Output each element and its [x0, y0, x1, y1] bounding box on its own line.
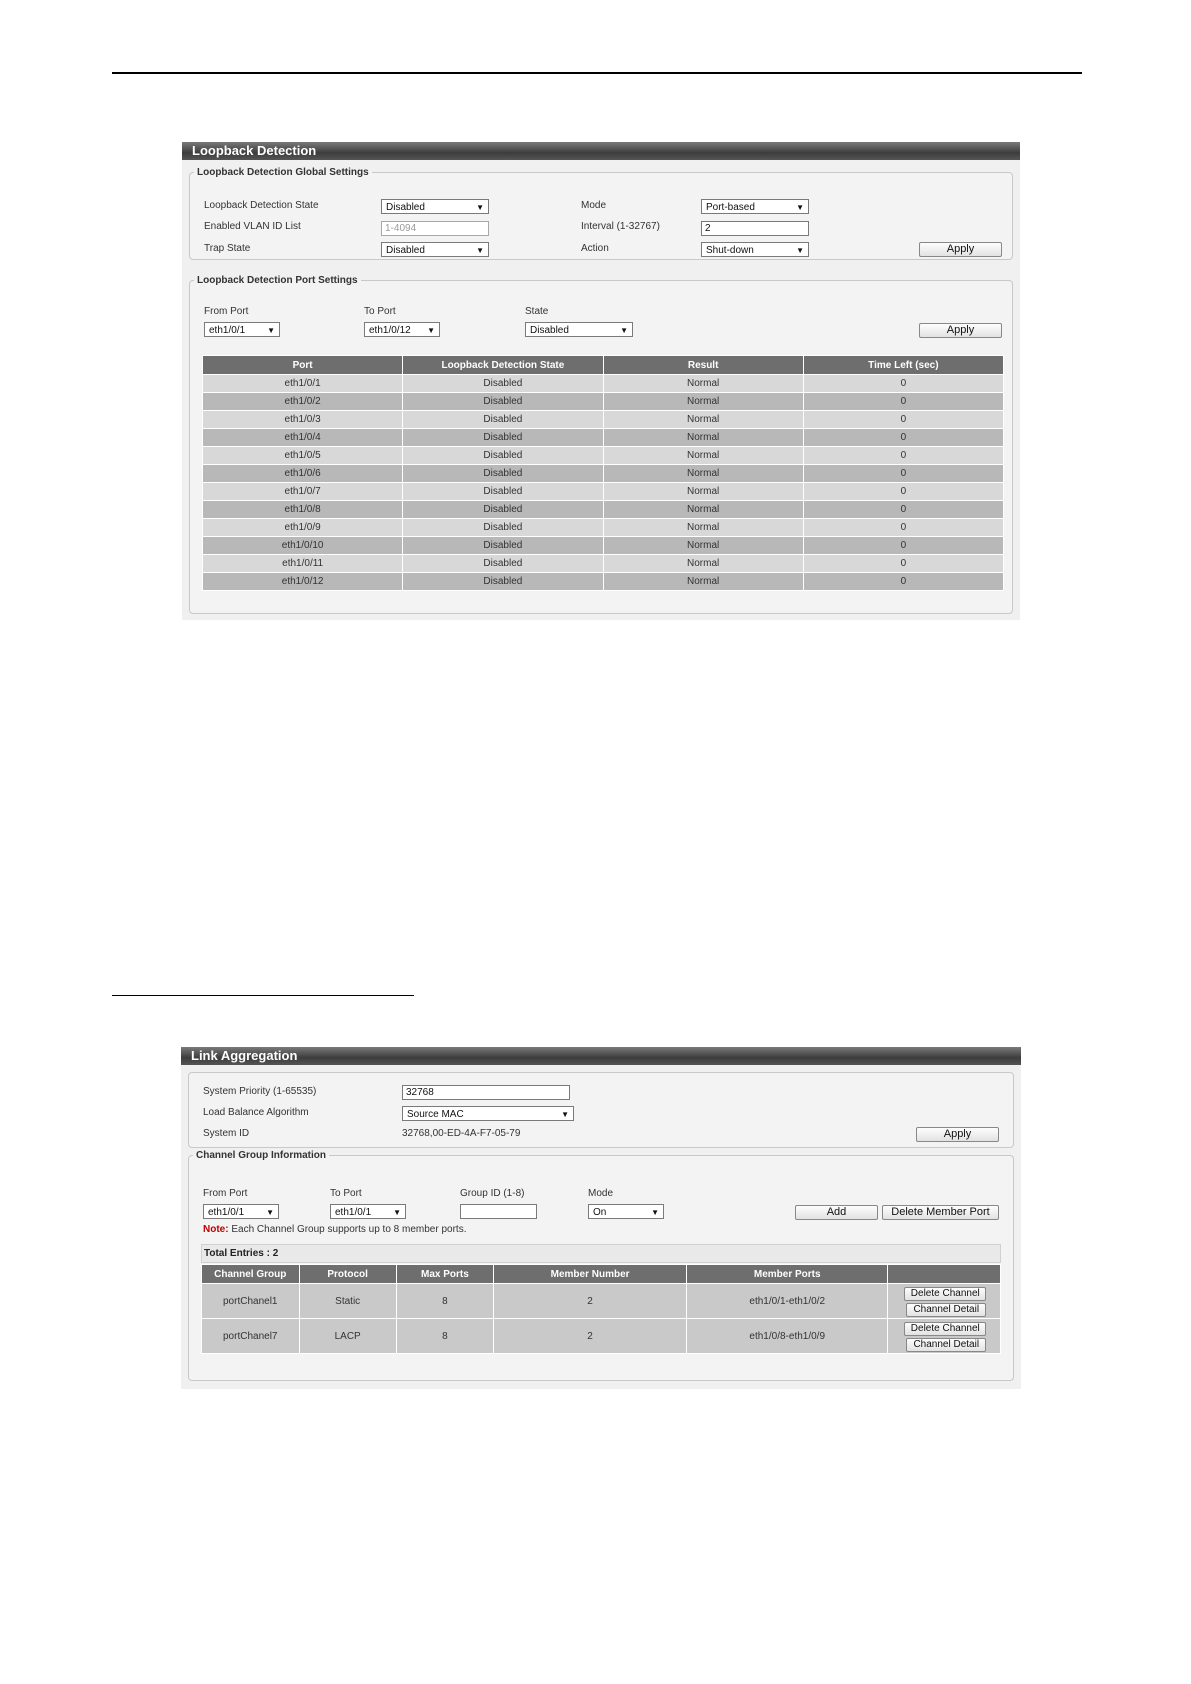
channel-group-cell: portChanel7: [202, 1319, 300, 1354]
dropdown-arrow-icon: ▼: [796, 246, 804, 255]
time-left-cell: 0: [803, 429, 1003, 447]
port-cell: eth1/0/11: [203, 555, 403, 573]
dropdown-arrow-icon: ▼: [266, 1208, 274, 1217]
from-port-value: eth1/0/1: [209, 325, 246, 336]
table-row: [203, 573, 1004, 591]
time-left-cell: 0: [803, 465, 1003, 483]
dropdown-arrow-icon: ▼: [651, 1208, 659, 1217]
result-cell: Normal: [603, 393, 803, 411]
loopback-title: Loopback Detection: [182, 142, 1020, 160]
protocol-cell: Static: [299, 1284, 396, 1319]
channel-detail-button[interactable]: Channel Detail: [906, 1303, 986, 1317]
col-port: Port: [203, 356, 403, 375]
lag-mode-select[interactable]: [588, 1204, 664, 1219]
dropdown-arrow-icon: ▼: [476, 246, 484, 255]
note-text: [203, 1224, 466, 1235]
vlan-list-input[interactable]: 1-4094: [381, 221, 489, 236]
group-id-input[interactable]: [460, 1204, 537, 1219]
port-cell: eth1/0/6: [203, 465, 403, 483]
member-ports-cell: eth1/0/1-eth1/0/2: [687, 1284, 888, 1319]
state-cell: Disabled: [403, 519, 603, 537]
lag-mode-value: On: [593, 1207, 607, 1218]
loopback-state-select[interactable]: [381, 199, 489, 214]
action-select[interactable]: [701, 242, 809, 257]
delete-channel-button[interactable]: Delete Channel: [904, 1287, 986, 1301]
port-cell: eth1/0/3: [203, 411, 403, 429]
sysid-value: 32768,00-ED-4A-F7-05-79: [402, 1128, 521, 1139]
time-left-cell: 0: [803, 375, 1003, 393]
priority-input[interactable]: 32768: [402, 1085, 570, 1100]
dropdown-arrow-icon: ▼: [620, 326, 628, 335]
member-number-cell: 2: [493, 1284, 686, 1319]
time-left-cell: 0: [803, 537, 1003, 555]
note-body: Each Channel Group supports up to 8 member ports.: [228, 1224, 467, 1235]
from-port-label: From Port: [204, 306, 249, 317]
actions-cell: [888, 1319, 1001, 1354]
loopback-port-table: [202, 355, 1004, 591]
state-cell: Disabled: [403, 465, 603, 483]
section-underline: [112, 995, 414, 996]
table-row: [203, 555, 1004, 573]
state-cell: Disabled: [403, 573, 603, 591]
table-row: [203, 447, 1004, 465]
member-ports-cell: eth1/0/8-eth1/0/9: [687, 1319, 888, 1354]
lag-to-port-label: To Port: [330, 1188, 362, 1199]
state-cell: Disabled: [403, 483, 603, 501]
port-state-label: State: [525, 306, 549, 317]
dropdown-arrow-icon: ▼: [561, 1110, 569, 1119]
trap-state-value: Disabled: [386, 245, 425, 256]
col-actions: [888, 1265, 1001, 1284]
lag-to-port-select[interactable]: [330, 1204, 406, 1219]
vlan-label: Enabled VLAN ID List: [204, 221, 301, 232]
state-cell: Disabled: [403, 501, 603, 519]
to-port-label: To Port: [364, 306, 396, 317]
time-left-cell: 0: [803, 447, 1003, 465]
priority-label: System Priority (1-65535): [203, 1086, 317, 1097]
interval-input[interactable]: 2: [701, 221, 809, 236]
port-cell: eth1/0/1: [203, 375, 403, 393]
to-port-value: eth1/0/12: [369, 325, 411, 336]
channel-group-legend: Channel Group Information: [196, 1150, 326, 1161]
table-row: [202, 1284, 1001, 1319]
state-cell: Disabled: [403, 555, 603, 573]
lag-mode-label: Mode: [588, 1188, 614, 1199]
result-cell: Normal: [603, 375, 803, 393]
to-port-select[interactable]: [364, 322, 440, 337]
state-cell: Disabled: [403, 375, 603, 393]
dropdown-arrow-icon: ▼: [796, 203, 804, 212]
col-member-ports: Member Ports: [687, 1265, 888, 1284]
result-cell: Normal: [603, 465, 803, 483]
table-header-row: [202, 1265, 1001, 1284]
delete-member-port-button[interactable]: Delete Member Port: [882, 1205, 999, 1220]
lag-from-port-label: From Port: [203, 1188, 248, 1199]
algo-value: Source MAC: [407, 1109, 464, 1120]
lag-from-port-value: eth1/0/1: [208, 1207, 245, 1218]
add-button[interactable]: Add: [795, 1205, 878, 1220]
col-time-left: Time Left (sec): [803, 356, 1003, 375]
table-row: [203, 519, 1004, 537]
global-settings-legend: Loopback Detection Global Settings: [197, 167, 369, 178]
total-entries: Total Entries : 2: [204, 1248, 279, 1259]
table-row: [202, 1319, 1001, 1354]
result-cell: Normal: [603, 447, 803, 465]
port-cell: eth1/0/10: [203, 537, 403, 555]
delete-channel-button[interactable]: Delete Channel: [904, 1322, 986, 1336]
note-prefix: Note:: [203, 1224, 229, 1235]
time-left-cell: 0: [803, 501, 1003, 519]
action-value: Shut-down: [706, 245, 754, 256]
col-loopback-state: Loopback Detection State: [403, 356, 603, 375]
dropdown-arrow-icon: ▼: [476, 203, 484, 212]
channel-group-cell: portChanel1: [202, 1284, 300, 1319]
time-left-cell: 0: [803, 519, 1003, 537]
algo-select[interactable]: [402, 1106, 574, 1121]
trap-label: Trap State: [204, 243, 251, 254]
sysid-label: System ID: [203, 1128, 250, 1139]
state-cell: Disabled: [403, 537, 603, 555]
result-cell: Normal: [603, 573, 803, 591]
port-cell: eth1/0/2: [203, 393, 403, 411]
result-cell: Normal: [603, 429, 803, 447]
port-cell: eth1/0/12: [203, 573, 403, 591]
time-left-cell: 0: [803, 393, 1003, 411]
channel-detail-button[interactable]: Channel Detail: [906, 1338, 986, 1352]
lag-apply-button[interactable]: Apply: [916, 1127, 999, 1142]
port-state-value: Disabled: [530, 325, 569, 336]
max-ports-cell: 8: [396, 1319, 493, 1354]
port-cell: eth1/0/4: [203, 429, 403, 447]
protocol-cell: LACP: [299, 1319, 396, 1354]
dropdown-arrow-icon: ▼: [393, 1208, 401, 1217]
col-max-ports: Max Ports: [396, 1265, 493, 1284]
group-id-label: Group ID (1-8): [460, 1188, 525, 1199]
result-cell: Normal: [603, 483, 803, 501]
state-cell: Disabled: [403, 447, 603, 465]
table-row: [203, 411, 1004, 429]
member-number-cell: 2: [493, 1319, 686, 1354]
result-cell: Normal: [603, 501, 803, 519]
channel-group-table: [201, 1264, 1001, 1354]
link-aggregation-panel: [181, 1047, 1021, 1389]
table-row: [203, 393, 1004, 411]
time-left-cell: 0: [803, 483, 1003, 501]
col-member-number: Member Number: [493, 1265, 686, 1284]
port-apply-button[interactable]: Apply: [919, 323, 1002, 338]
result-cell: Normal: [603, 555, 803, 573]
table-row: [203, 375, 1004, 393]
port-state-select[interactable]: [525, 322, 633, 337]
loopback-detection-panel: [182, 142, 1020, 620]
result-cell: Normal: [603, 537, 803, 555]
lag-from-port-select[interactable]: [203, 1204, 279, 1219]
state-cell: Disabled: [403, 411, 603, 429]
table-header-row: [203, 356, 1004, 375]
state-label: Loopback Detection State: [204, 200, 319, 211]
port-cell: eth1/0/7: [203, 483, 403, 501]
from-port-select[interactable]: [204, 322, 280, 337]
lag-to-port-value: eth1/0/1: [335, 1207, 372, 1218]
time-left-cell: 0: [803, 573, 1003, 591]
col-protocol: Protocol: [299, 1265, 396, 1284]
lag-system-settings: [188, 1072, 1014, 1148]
mode-select[interactable]: [701, 199, 809, 214]
time-left-cell: 0: [803, 411, 1003, 429]
global-apply-button[interactable]: Apply: [919, 242, 1002, 257]
loopback-state-value: Disabled: [386, 202, 425, 213]
table-row: [203, 465, 1004, 483]
mode-label: Mode: [581, 200, 607, 211]
actions-cell: [888, 1284, 1001, 1319]
dropdown-arrow-icon: ▼: [267, 326, 275, 335]
col-channel-group: Channel Group: [202, 1265, 300, 1284]
port-cell: eth1/0/9: [203, 519, 403, 537]
time-left-cell: 0: [803, 555, 1003, 573]
state-cell: Disabled: [403, 393, 603, 411]
table-row: [203, 483, 1004, 501]
table-row: [203, 537, 1004, 555]
result-cell: Normal: [603, 411, 803, 429]
dropdown-arrow-icon: ▼: [427, 326, 435, 335]
col-result: Result: [603, 356, 803, 375]
page-top-rule: [112, 72, 1082, 74]
port-cell: eth1/0/5: [203, 447, 403, 465]
interval-label: Interval (1-32767): [581, 221, 660, 232]
action-label: Action: [581, 243, 609, 254]
mode-value: Port-based: [706, 202, 755, 213]
algo-label: Load Balance Algorithm: [203, 1107, 309, 1118]
link-aggregation-title: Link Aggregation: [181, 1047, 1021, 1065]
table-row: [203, 501, 1004, 519]
table-row: [203, 429, 1004, 447]
result-cell: Normal: [603, 519, 803, 537]
trap-state-select[interactable]: [381, 242, 489, 257]
max-ports-cell: 8: [396, 1284, 493, 1319]
port-cell: eth1/0/8: [203, 501, 403, 519]
total-entries-bar: [201, 1244, 1001, 1263]
state-cell: Disabled: [403, 429, 603, 447]
port-settings-legend: Loopback Detection Port Settings: [197, 275, 358, 286]
